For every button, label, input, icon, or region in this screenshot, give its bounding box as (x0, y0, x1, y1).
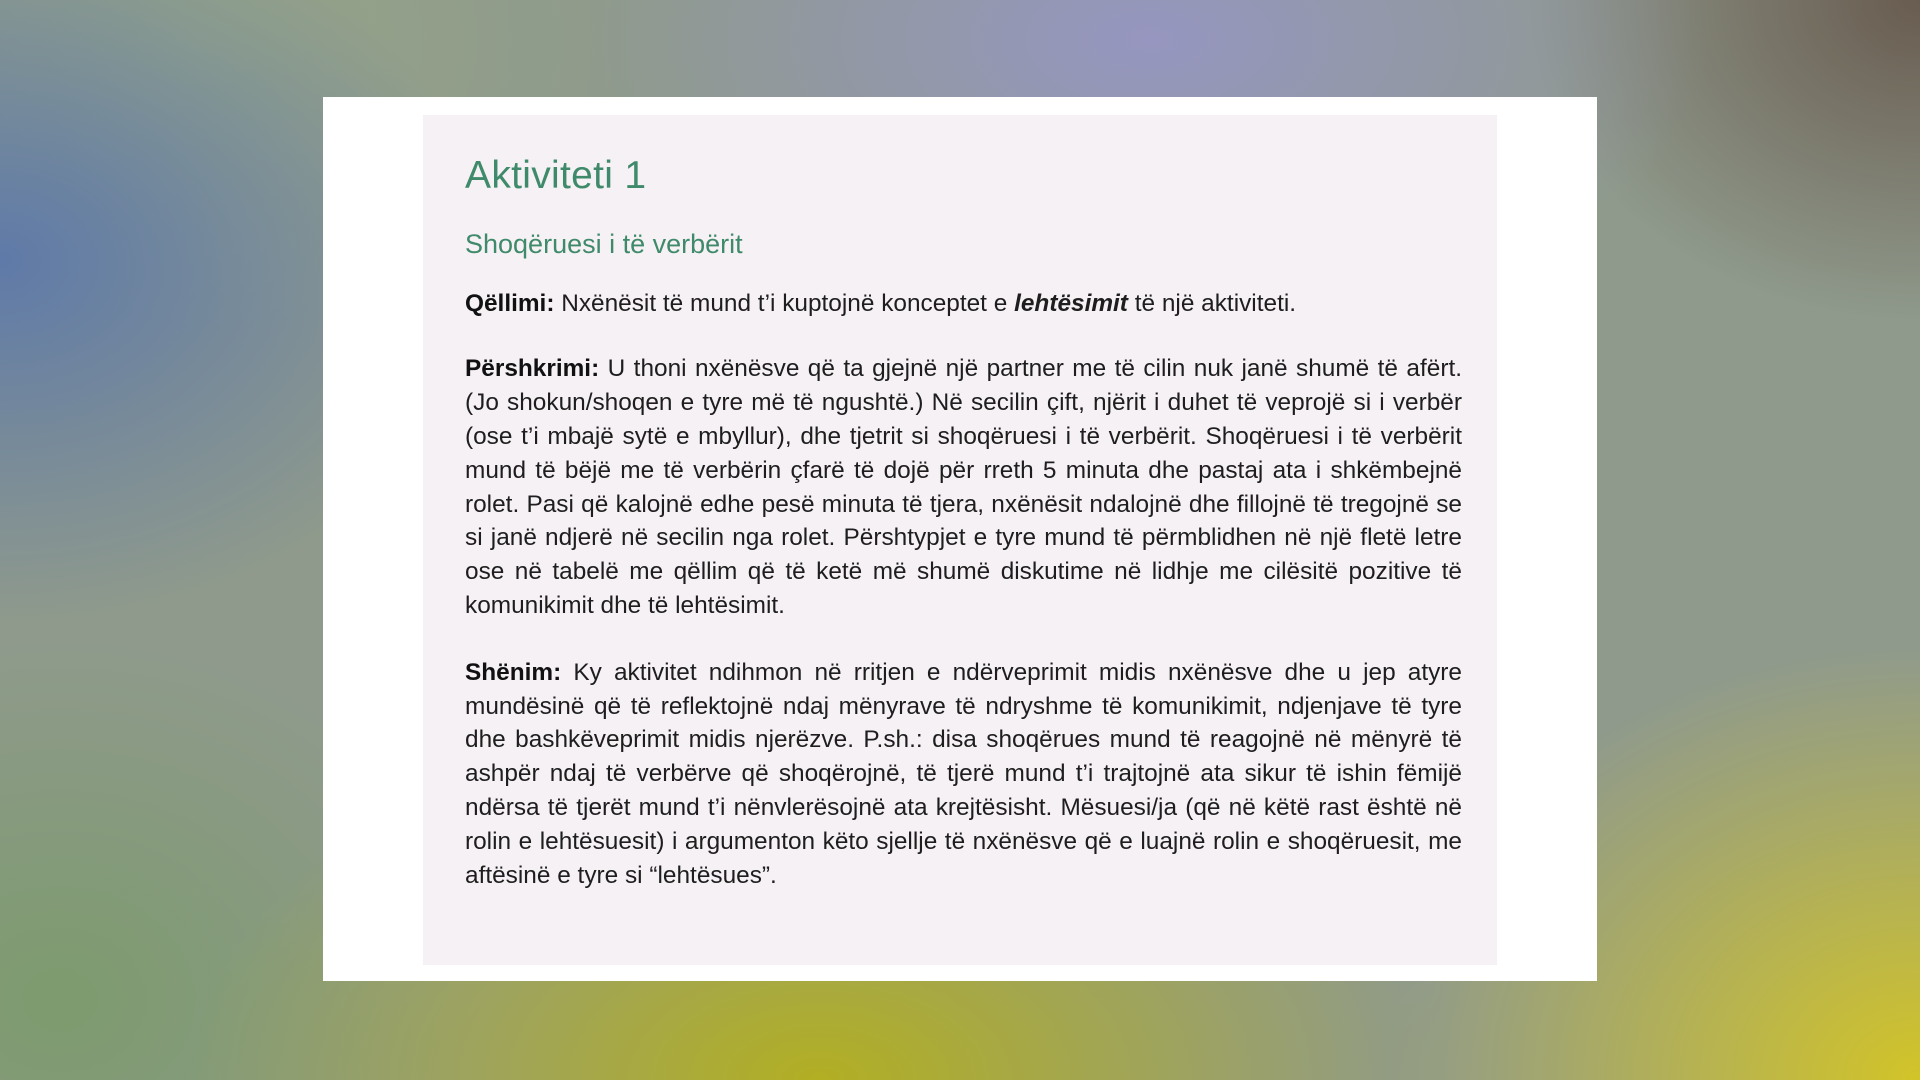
goal-text-before: Nxënësit të mund t’i kuptojnë konceptet e (554, 289, 1015, 317)
document-page (323, 97, 1597, 981)
activity-title: Aktiviteti 1 (465, 154, 647, 197)
goal-label: Qëllimi: (465, 289, 555, 317)
goal-text-after: të një aktiviteti. (1127, 289, 1297, 317)
description-text: U thoni nxënësve që ta gjejnë një partner me të cilin nuk janë shumë të afërt. (Jo shokun/shoqen e tyre më të ngushtë.) Në secilin çift, njërit i duhet të veprojë si i verbër (ose t’i mbajë sytë e mbyllur), dhe tjetrit si shoqëruesi i të verbërit. Shoqëruesi i të verbërit mund të bëjë me të verbërin çfarë të dojë për rreth 5 minuta dhe pastaj ata i shkëmbejnë rolet. Pasi që kalojnë edhe pesë minuta të tjera, nxënësit ndalojnë dhe fillojnë të tregojnë se si janë ndjerë në secilin nga rolet. Përshtypjet e tyre mund të përmblidhen në një fletë letre ose në tabelë me qëllim që të ketë më shumë diskutime në lidhje me cilësitë pozitive të komunikimit dhe të lehtësimit. (465, 355, 1462, 619)
goal-paragraph (465, 287, 1462, 321)
description-label: Përshkrimi: (465, 355, 600, 383)
note-paragraph (465, 656, 1462, 893)
note-text: Ky aktivitet ndihmon në rritjen e ndërveprimit midis nxënësve dhe u jep atyre mundësinë që të reflektojnë ndaj mënyrave të ndryshme të komunikimit, ndjenjave të tyre dhe bashkëveprimit midis njerëzve. P.sh.: disa shoqërues mund të reagojnë në mënyrë të ashpër ndaj të verbërve që shoqërojnë, të tjerë mund t’i trajtojnë ata sikur të ishin fëmijë ndërsa të tjerët mund t’i nënvlerësojnë ata krejtësisht. Mësuesi/ja (që në këtë rast është në rolin e lehtësuesit) i argumenton këto sjellje të nxënësve që e luajnë rolin e shoqëruesit, me aftësinë e tyre si “lehtësues”. (465, 658, 1462, 889)
description-paragraph (465, 352, 1462, 622)
goal-emphasis: lehtësimit (1014, 289, 1128, 317)
note-label: Shënim: (465, 658, 562, 686)
activity-box (423, 115, 1497, 965)
activity-subtitle: Shoqëruesi i të verbërit (465, 228, 743, 259)
